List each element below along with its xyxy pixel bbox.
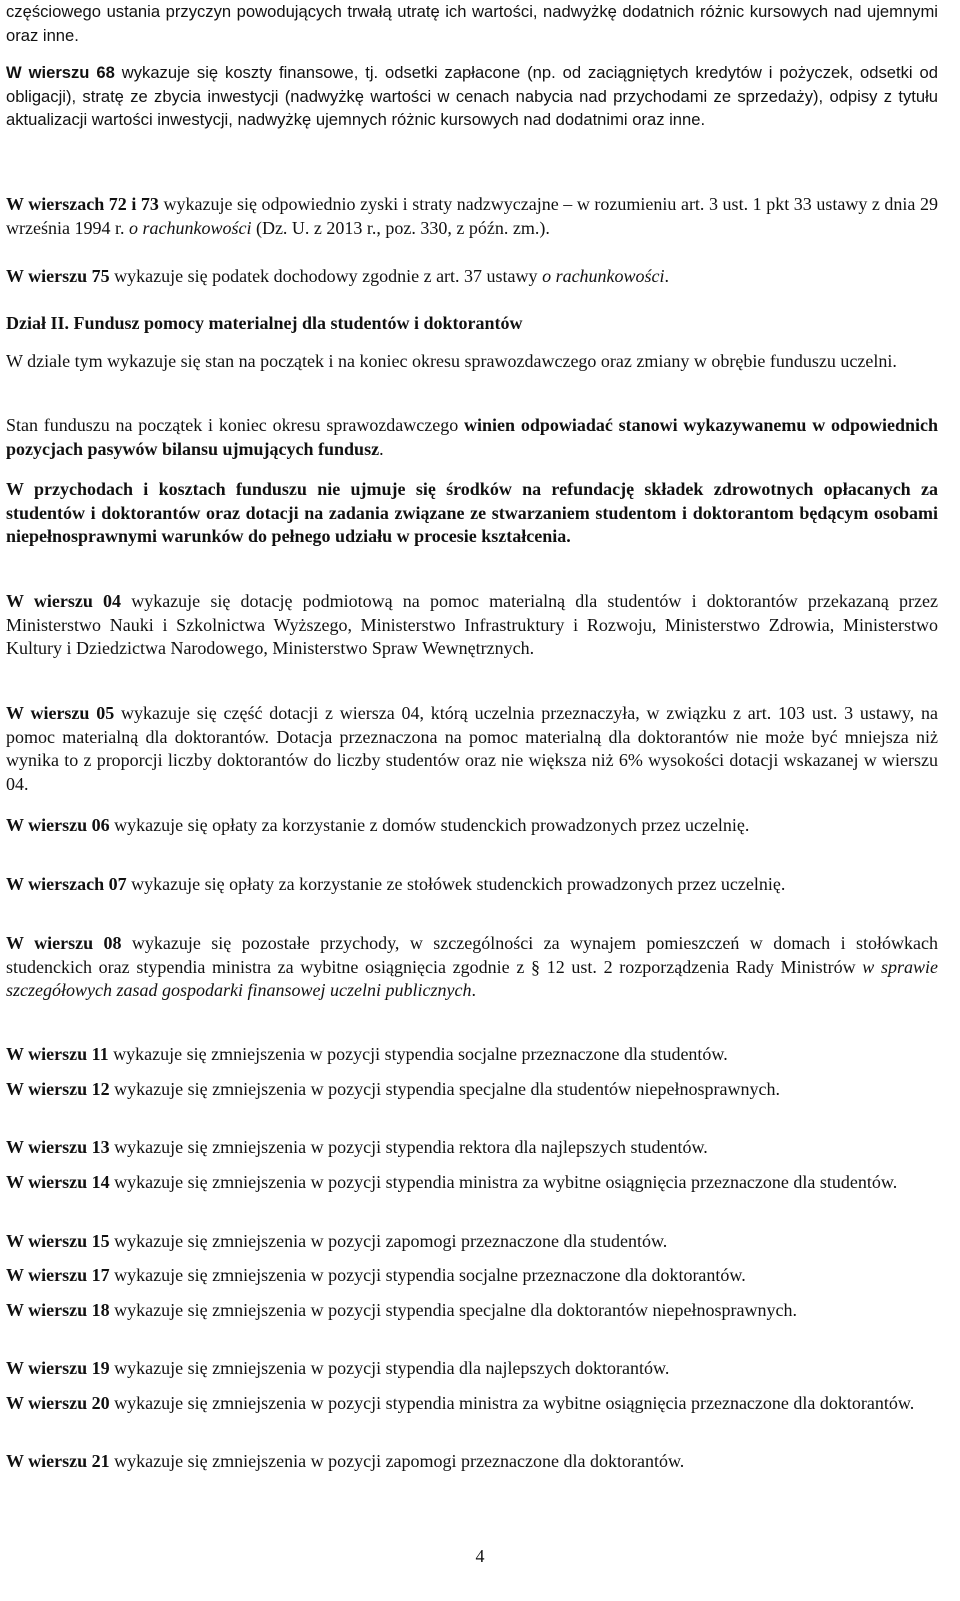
row-reference: W wierszu 12	[6, 1079, 110, 1099]
paragraph-text: wykazuje się zmniejszenia w pozycji stypendia socjalne przeznaczone dla doktorantów.	[109, 1265, 746, 1285]
paragraph-text: wykazuje się zmniejszenia w pozycji stypendia specjalne dla studentów niepełnosprawnych.	[109, 1079, 780, 1099]
paragraph-row-12	[6, 1078, 938, 1102]
paragraph-row-05	[6, 702, 938, 796]
paragraph-row-17	[6, 1264, 938, 1288]
paragraph-text: wykazuje się zmniejszenia w pozycji stypendia rektora dla najlepszych studentów.	[109, 1137, 708, 1157]
paragraph-row-13	[6, 1136, 938, 1160]
paragraph-text: wykazuje się zmniejszenia w pozycji stypendia dla najlepszych doktorantów.	[109, 1358, 670, 1378]
paragraph-row-21	[6, 1450, 938, 1474]
row-reference: W wierszu 08	[6, 933, 122, 953]
paragraph-row-08	[6, 932, 938, 1003]
paragraph-row-15	[6, 1230, 938, 1254]
paragraph-continuation	[6, 0, 938, 47]
row-reference: W wierszu 18	[6, 1300, 110, 1320]
paragraph-text: W dziale tym wykazuje się stan na początek i na koniec okresu sprawozdawczego oraz zmiany w obrębie funduszu uczelni.	[6, 351, 897, 371]
paragraph-text: wykazuje się pozostałe przychody, w szczególności za wynajem pomieszczeń w domach i stołówkach studenckich oraz stypendia ministra za wybitne osiągnięcia zgodnie z § 12 ust. 2 rozporządzenia Rady Ministrów	[6, 933, 938, 977]
paragraph-section-intro	[6, 350, 938, 374]
paragraph-text: częściowego ustania przyczyn powodujących trwałą utratę ich wartości, nadwyżkę dodatnich różnic kursowych nad ujemnymi oraz inne.	[6, 2, 938, 45]
row-reference: W wierszu 11	[6, 1044, 109, 1064]
paragraph-text: wykazuje się odpowiednio zyski i straty nadzwyczajne – w rozumieniu art. 3 ust. 1 pkt 33 ustawy z dnia 29 września 1994 r.	[6, 194, 938, 238]
paragraph-text: wykazuje się zmniejszenia w pozycji stypendia specjalne dla doktorantów niepełnosprawnych.	[109, 1300, 797, 1320]
row-reference: W wierszu 15	[6, 1231, 110, 1251]
row-reference: W wierszu 17	[6, 1265, 110, 1285]
paragraph-fund-balance	[6, 414, 938, 461]
paragraph-text: wykazuje się zmniejszenia w pozycji stypendia ministra za wybitne osiągnięcia przeznaczone dla studentów.	[109, 1172, 898, 1192]
paragraph-row-07	[6, 873, 938, 897]
paragraph-text: .	[379, 438, 384, 459]
paragraph-text: wykazuje się zmniejszenia w pozycji stypendia socjalne przeznaczone dla studentów.	[108, 1044, 728, 1064]
act-title: o rachunkowości	[542, 266, 665, 286]
paragraph-text: wykazuje się zmniejszenia w pozycji stypendia ministra za wybitne osiągnięcia przeznaczone dla doktorantów.	[109, 1393, 915, 1413]
paragraph-text: .	[471, 980, 476, 1000]
row-reference: W wierszu 75	[6, 266, 110, 286]
row-reference: W wierszu 19	[6, 1358, 110, 1378]
paragraph-row-19	[6, 1357, 938, 1381]
paragraph-text: wykazuje się opłaty za korzystanie ze stołówek studenckich prowadzonych przez uczelnię.	[126, 874, 786, 894]
section-heading-text: Dział II. Fundusz pomocy materialnej dla studentów i doktorantów	[6, 313, 523, 333]
row-reference: W wierszu 21	[6, 1451, 110, 1471]
row-reference: W wierszu 68	[6, 63, 115, 82]
paragraph-row-11	[6, 1043, 938, 1067]
page-number: 4	[475, 1546, 485, 1566]
paragraph-rows-72-73	[6, 193, 938, 240]
row-reference: W wierszach 72 i 73	[6, 194, 159, 214]
row-reference: W wierszu 20	[6, 1393, 110, 1413]
paragraph-row-75	[6, 265, 938, 289]
row-reference: W wierszu 14	[6, 1172, 110, 1192]
paragraph-row-68	[6, 61, 938, 132]
row-reference: W wierszu 04	[6, 591, 122, 611]
paragraph-text: wykazuje się część dotacji z wiersza 04, którą uczelnia przeznaczyła, w związku z art. 103 ust. 3 ustawy, na pomoc materialną dla doktorantów. Dotacja przeznaczona na pomoc materialną dla doktorantów nie może być mniejsza niż wynika to z proporcji liczby doktorantów do liczby studentów oraz nie większa niż 6% wysokości dotacji wskazanej w wierszu 04.	[6, 703, 938, 794]
paragraph-text: wykazuje się zmniejszenia w pozycji zapomogi przeznaczone dla studentów.	[109, 1231, 668, 1251]
row-reference: W wierszu 06	[6, 815, 110, 835]
paragraph-text: wykazuje się zmniejszenia w pozycji zapomogi przeznaczone dla doktorantów.	[109, 1451, 685, 1471]
section-heading	[6, 312, 938, 336]
act-title: o rachunkowości	[128, 217, 252, 238]
paragraph-row-06	[6, 814, 938, 838]
emphasis-text: winien odpowiadać stanowi wykazywanemu w odpowiednich pozycjach pasywów bilansu ujmujących fundusz	[6, 415, 939, 459]
paragraph-row-14	[6, 1171, 938, 1195]
paragraph-row-18	[6, 1299, 938, 1323]
paragraph-text: wykazuje się dotację podmiotową na pomoc materialną dla studentów i doktorantów przekazaną przez Ministerstwo Nauki i Szkolnictwa Wyższego, Ministerstwo Infrastruktury i Rozwoju, Ministerstwo Zdrowia, Ministerstwo Kultury i Dziedzictwa Narodowego, Ministerstwo Spraw Wewnętrznych.	[6, 591, 938, 658]
row-reference: W wierszach 07	[6, 874, 127, 894]
paragraph-exclusions	[6, 478, 938, 549]
row-reference: W wierszu 13	[6, 1137, 110, 1157]
paragraph-text: Stan funduszu na początek i koniec okresu sprawozdawczego	[6, 415, 465, 435]
paragraph-row-04	[6, 590, 938, 661]
paragraph-text: wykazuje się koszty finansowe, tj. odsetki zapłacone (np. od zaciągniętych kredytów i pożyczek, odsetki od obligacji), stratę ze zbycia inwestycji (nadwyżkę wartości w cenach nabycia nad przychodami ze sprzedaży), odpisy z tytułu aktualizacji wartości inwestycji, nadwyżkę ujemnych różnic kursowych nad dodatnimi oraz inne.	[6, 63, 938, 129]
row-reference: W wierszu 05	[6, 703, 115, 723]
paragraph-row-20	[6, 1392, 938, 1416]
paragraph-text: (Dz. U. z 2013 r., poz. 330, z późn. zm.).	[251, 217, 550, 238]
regulation-title: w sprawie szczegółowych zasad gospodarki finansowej uczelni publicznych	[6, 956, 938, 1000]
paragraph-text: wykazuje się opłaty za korzystanie z domów studenckich prowadzonych przez uczelnię.	[109, 815, 750, 835]
paragraph-text: wykazuje się podatek dochodowy zgodnie z art. 37 ustawy	[109, 266, 543, 286]
emphasis-text: W przychodach i kosztach funduszu nie ujmuje się środków na refundację składek zdrowotnych opłacanych za studentów i doktorantów oraz dotacji na zadania związane ze stwarzaniem studentom i doktorantom będącym osobami niepełnosprawnymi warunków do pełnego udziału w procesie kształcenia.	[6, 479, 938, 546]
paragraph-text: .	[664, 266, 670, 286]
